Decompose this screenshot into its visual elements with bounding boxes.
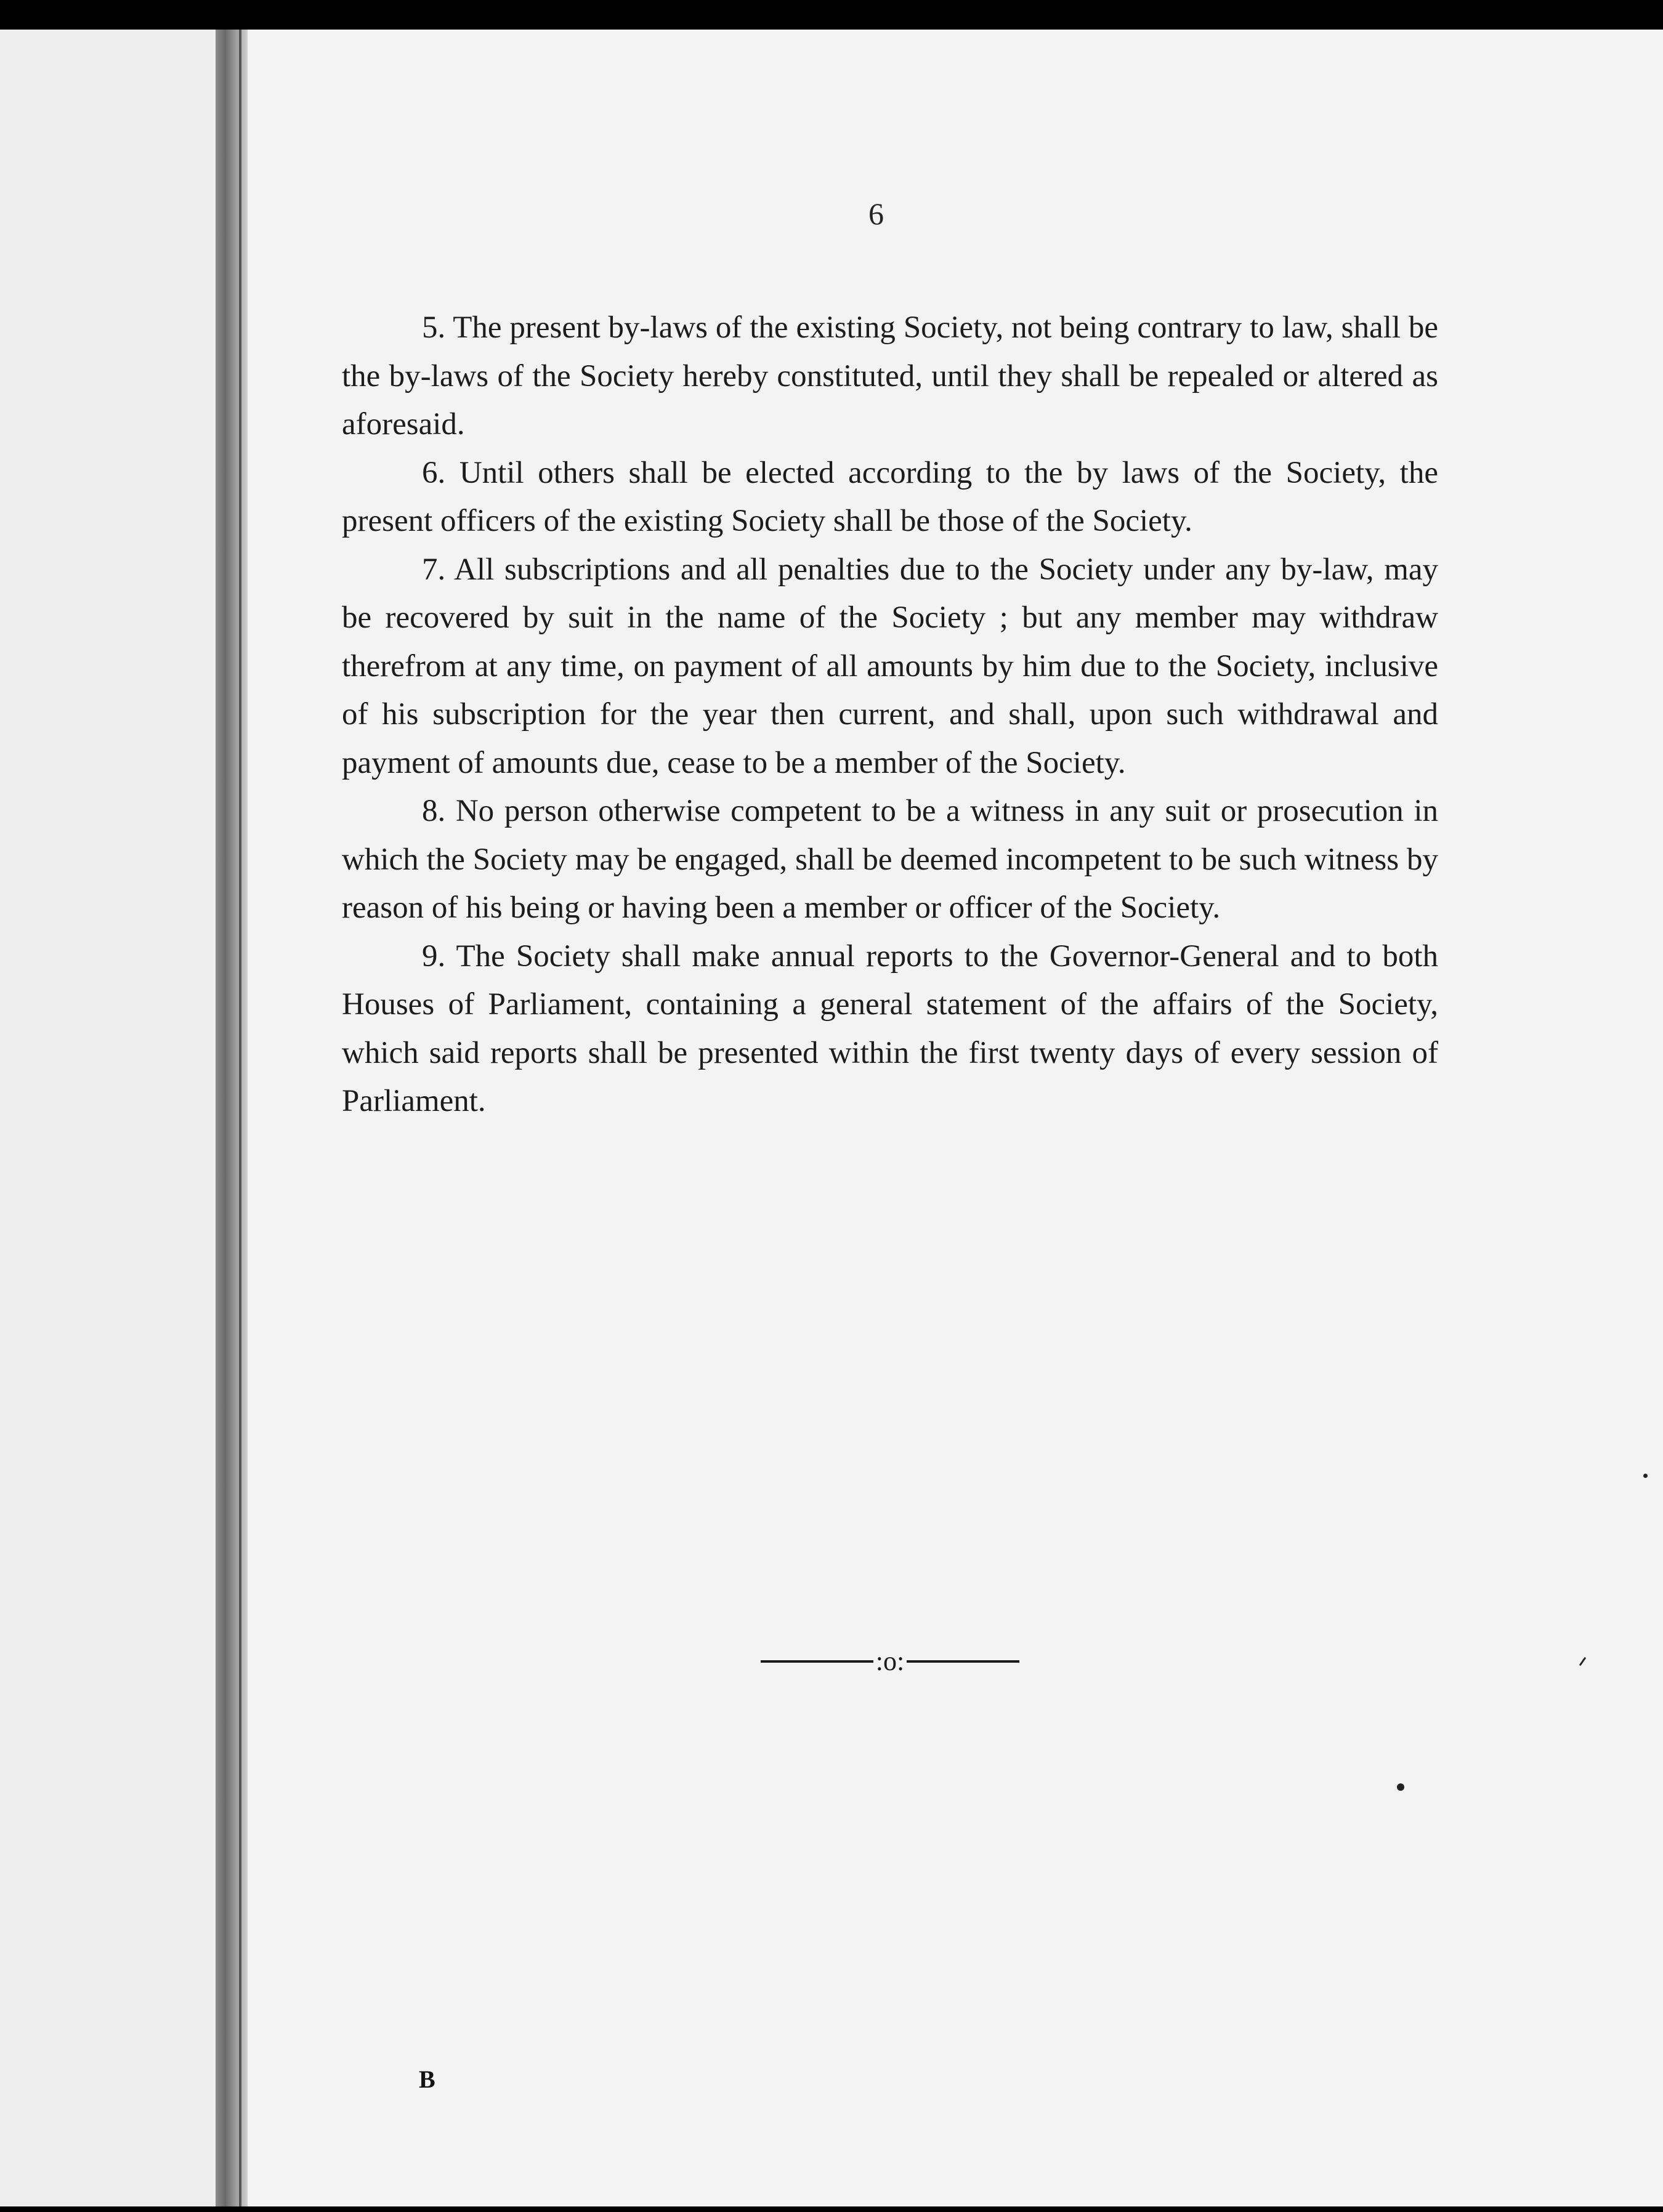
rule-line-right — [907, 1660, 1019, 1663]
facing-page-edge — [0, 30, 216, 2206]
paragraph-7: 7. All subscriptions and all penalties due to the Society under any by-law, may be recovered by suit in the name of the Society ; but any member may withdraw therefrom at any time, on payment of all amounts by him due to the Society, inclusive of his subscription for the year then current, and shall, upon such withdrawal and payment of amounts due, cease to be a member of the Society. — [342, 552, 1438, 780]
section-end-rule — [761, 1646, 1019, 1676]
book-gutter — [216, 30, 248, 2206]
paragraph-9: 9. The Society shall make annual reports to the Governor-General and to both Houses of Parliament, containing a general statement of the affairs of the Society, which said reports shall be presented within the first twenty days of every session of Parliament. — [342, 938, 1438, 1118]
scan-speck — [1397, 1783, 1404, 1791]
scan-speck — [1579, 1657, 1587, 1666]
rule-line-left — [761, 1660, 873, 1663]
page-number: 6 — [868, 196, 884, 231]
signature-mark: B — [419, 2065, 435, 2093]
body-text — [342, 304, 1438, 1126]
rule-ornament: :o: — [875, 1646, 905, 1676]
scanned-page — [0, 30, 1663, 2206]
gutter-line — [239, 30, 241, 2206]
scan-speck — [1643, 1474, 1648, 1478]
paragraph-6: 6. Until others shall be elected according to the by laws of the Society, the present officers of the existing Society shall be those of the Society. — [342, 455, 1438, 538]
paragraph-8: 8. No person otherwise competent to be a witness in any suit or prosecution in which the Society may be engaged, shall be deemed incompetent to be such witness by reason of his being or having been a member or officer of the Society. — [342, 794, 1438, 925]
paragraph-5: 5. The present by-laws of the existing Society, not being contrary to law, shall be the by-laws of the Society hereby constituted, until they shall be repealed or altered as aforesaid. — [342, 310, 1438, 442]
